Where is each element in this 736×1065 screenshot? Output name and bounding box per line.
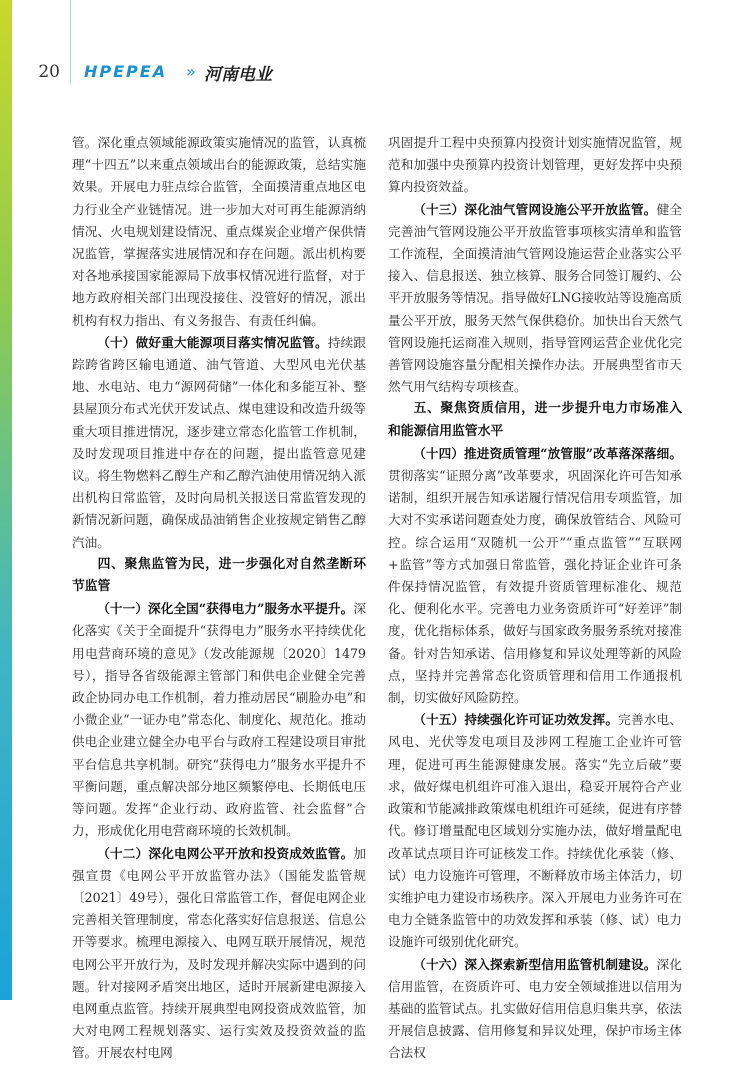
paragraph [388, 443, 682, 709]
subheading: （十四）推进资质管理“放管服”改革落深落细。 [413, 445, 682, 461]
subheading: （十三）深化油气管网设施公平开放监管。 [413, 201, 657, 217]
subheading: （十五）持续强化许可证功效发挥。 [413, 712, 619, 728]
paragraph-body: 贯彻落实“证照分离”改革要求，巩固深化许可告知承诺制，组织开展告知承诺履行情况信用专项监管，加大对不实承诺问题查处力度，确保放管结合、风险可控。综合运用“双随机一公开”“重点监管”“互联网+监管”等方式加强日常监管，强化持证企业许可条件保持情况监管，有效提升资质管理标准化、规范化、便利化水平。完善电力业务资质许可“好差评”制度，优化指标体系，做好与国家政务服务系统对接准备。针对告知承诺、信用修复和异议处理等新的风险点，坚持并完善常态化资质管理和信用工作通报机制，切实做好风险防控。 [388, 468, 682, 706]
paragraph-body: 持续跟踪跨省跨区输电通道、油气管道、大型风电光伏基地、水电站、电力“源网荷储”一体化和多能互补、整县屋顶分布式光伏开发试点、煤电建设和改造升级等重大项目推进情况，逐步建立常态化监管工作机制，及时发现项目推进中存在的问题，提出监管意见建议。将生物燃料乙醇生产和乙醇汽油使用情况纳入派出机构日常监管，及时向局机关报送日常监管发现的新情况新问题，确保成品油销售企业按规定销售乙醇汽油。 [72, 334, 367, 550]
section-heading: 四、聚焦监管为民，进一步强化对自然垄断环节监管 [72, 556, 366, 595]
paragraph [388, 199, 682, 399]
paragraph-body: 深化信用监管，在资质许可、电力安全领域推进以信用为基础的监管试点。扎实做好信用信息归集共享，依法开展信息披露、信用修复和异议处理，保护市场主体合法权 [388, 956, 683, 1061]
magazine-logo: HPEPEA [84, 62, 168, 81]
paragraph-body: 健全完善油气管网设施公平开放监管事项核实清单和监管工作流程，全面摸清油气管网设施运营企业落实公平接入、信息报送、独立核算、服务合同签订履约、公平开放服务等情况。指导做好LNG接收站等设施高质量公平开放，服务天然气保供稳价。加快出台天然气管网设施托运商准入规则，指导管网运营企业优化完善管网设施容量分配相关操作办法。开展典型省市天然气用气结构专项核查。 [388, 201, 683, 395]
paragraph-body: 加强宣贯《电网公平开放监管办法》（国能发监管规〔2021〕49号），强化日常监管工作，督促电网企业完善相关管理制度，常态化落实好信息报送、信息公开等要求。梳理电源接入、电网互联开展情况，规范电网公平开放行为，及时发现并解决实际中遇到的问题。针对接网矛盾突出地区，适时开展新建电源接入电网重点监管。持续开展典型电网投资成效监管，加大对电网工程规划落实、运行实效及投资效益的监管。开展农村电网 [72, 845, 366, 1061]
page-number: 20 [38, 62, 60, 82]
paragraph: 巩固提升工程中央预算内投资计划实施情况监管，规范和加强中央预算内投资计划管理，更好发挥中央预算内投资效益。 [388, 135, 682, 195]
section-heading: 五、聚焦资质信用，进一步提升电力市场准入和能源信用监管水平 [388, 401, 682, 439]
subheading: （十）做好重大能源项目落实情况监管。 [97, 334, 328, 350]
left-column [72, 132, 366, 1065]
double-chevron-icon: » [186, 62, 196, 81]
paragraph-body: 深化落实《关于全面提升“获得电力”服务水平持续优化用电营商环境的意见》（发改能源规〔2020〕1479号），指导各省级能源主管部门和供电企业健全完善政企协同办电工作机制，着力推动居民“刷脸办电”和小微企业“一证办电”常态化、制度化、规范化。推动供电企业建立健全办电平台与政府工程建设项目审批平台信息共享机制。研究“获得电力”服务水平提升不平衡问题，重点解决部分地区频繁停电、长期低电压等问题。发挥“企业行动、政府监管、社会监督”合力，形成优化用电营商环境的长效机制。 [72, 601, 366, 839]
paragraph [72, 332, 366, 554]
subheading: （十六）深入探索新型信用监管机制建设。 [413, 956, 657, 972]
magazine-name: 河南电业 [204, 65, 272, 85]
paragraph [72, 598, 366, 842]
header-divider [70, 0, 71, 84]
paragraph [72, 843, 366, 1065]
paragraph [388, 709, 682, 953]
subheading: （十一）深化全国“获得电力”服务水平提升。 [97, 601, 354, 617]
paragraph: 管。深化重点领域能源政策实施情况的监管，认真梳理“十四五”以来重点领域出台的能源政策，总结实施效果。开展电力驻点综合监管，全面摸清重点地区电力行业全产业链情况。进一步加大对可再生能源消纳情况、火电规划建设情况、重点煤炭企业增产保供情况监管，掌握落实进展情况和存在问题。派出机构要对各地承接国家能源局下放事权情况进行监督，对于地方政府相关部门出现没接住、没管好的情况，派出机构有权力指出、有义务报告、有责任纠偏。 [72, 135, 366, 328]
right-column [388, 132, 682, 1065]
decorative-gradient-bar [0, 0, 12, 1000]
subheading: （十二）深化电网公平开放和投资成效监管。 [97, 845, 354, 861]
paragraph-body: 完善水电、风电、光伏等发电项目及涉网工程施工企业许可管理，促进可再生能源健康发展。落实“先立后破”要求，做好煤电机组许可准入退出，稳妥开展符合产业政策和节能减排政策煤电机组许可延续，促进有序替代。修订增量配电区域划分实施办法，做好增量配电改革试点项目许可证核发工作。持续优化承装（修、试）电力设施许可管理，不断释放市场主体活力，切实维护电力建设市场秩序。深入开展电力业务许可在电力全链条监管中的功效发挥和承装（修、试）电力设施许可级别优化研究。 [388, 712, 683, 950]
paragraph [388, 954, 682, 1065]
